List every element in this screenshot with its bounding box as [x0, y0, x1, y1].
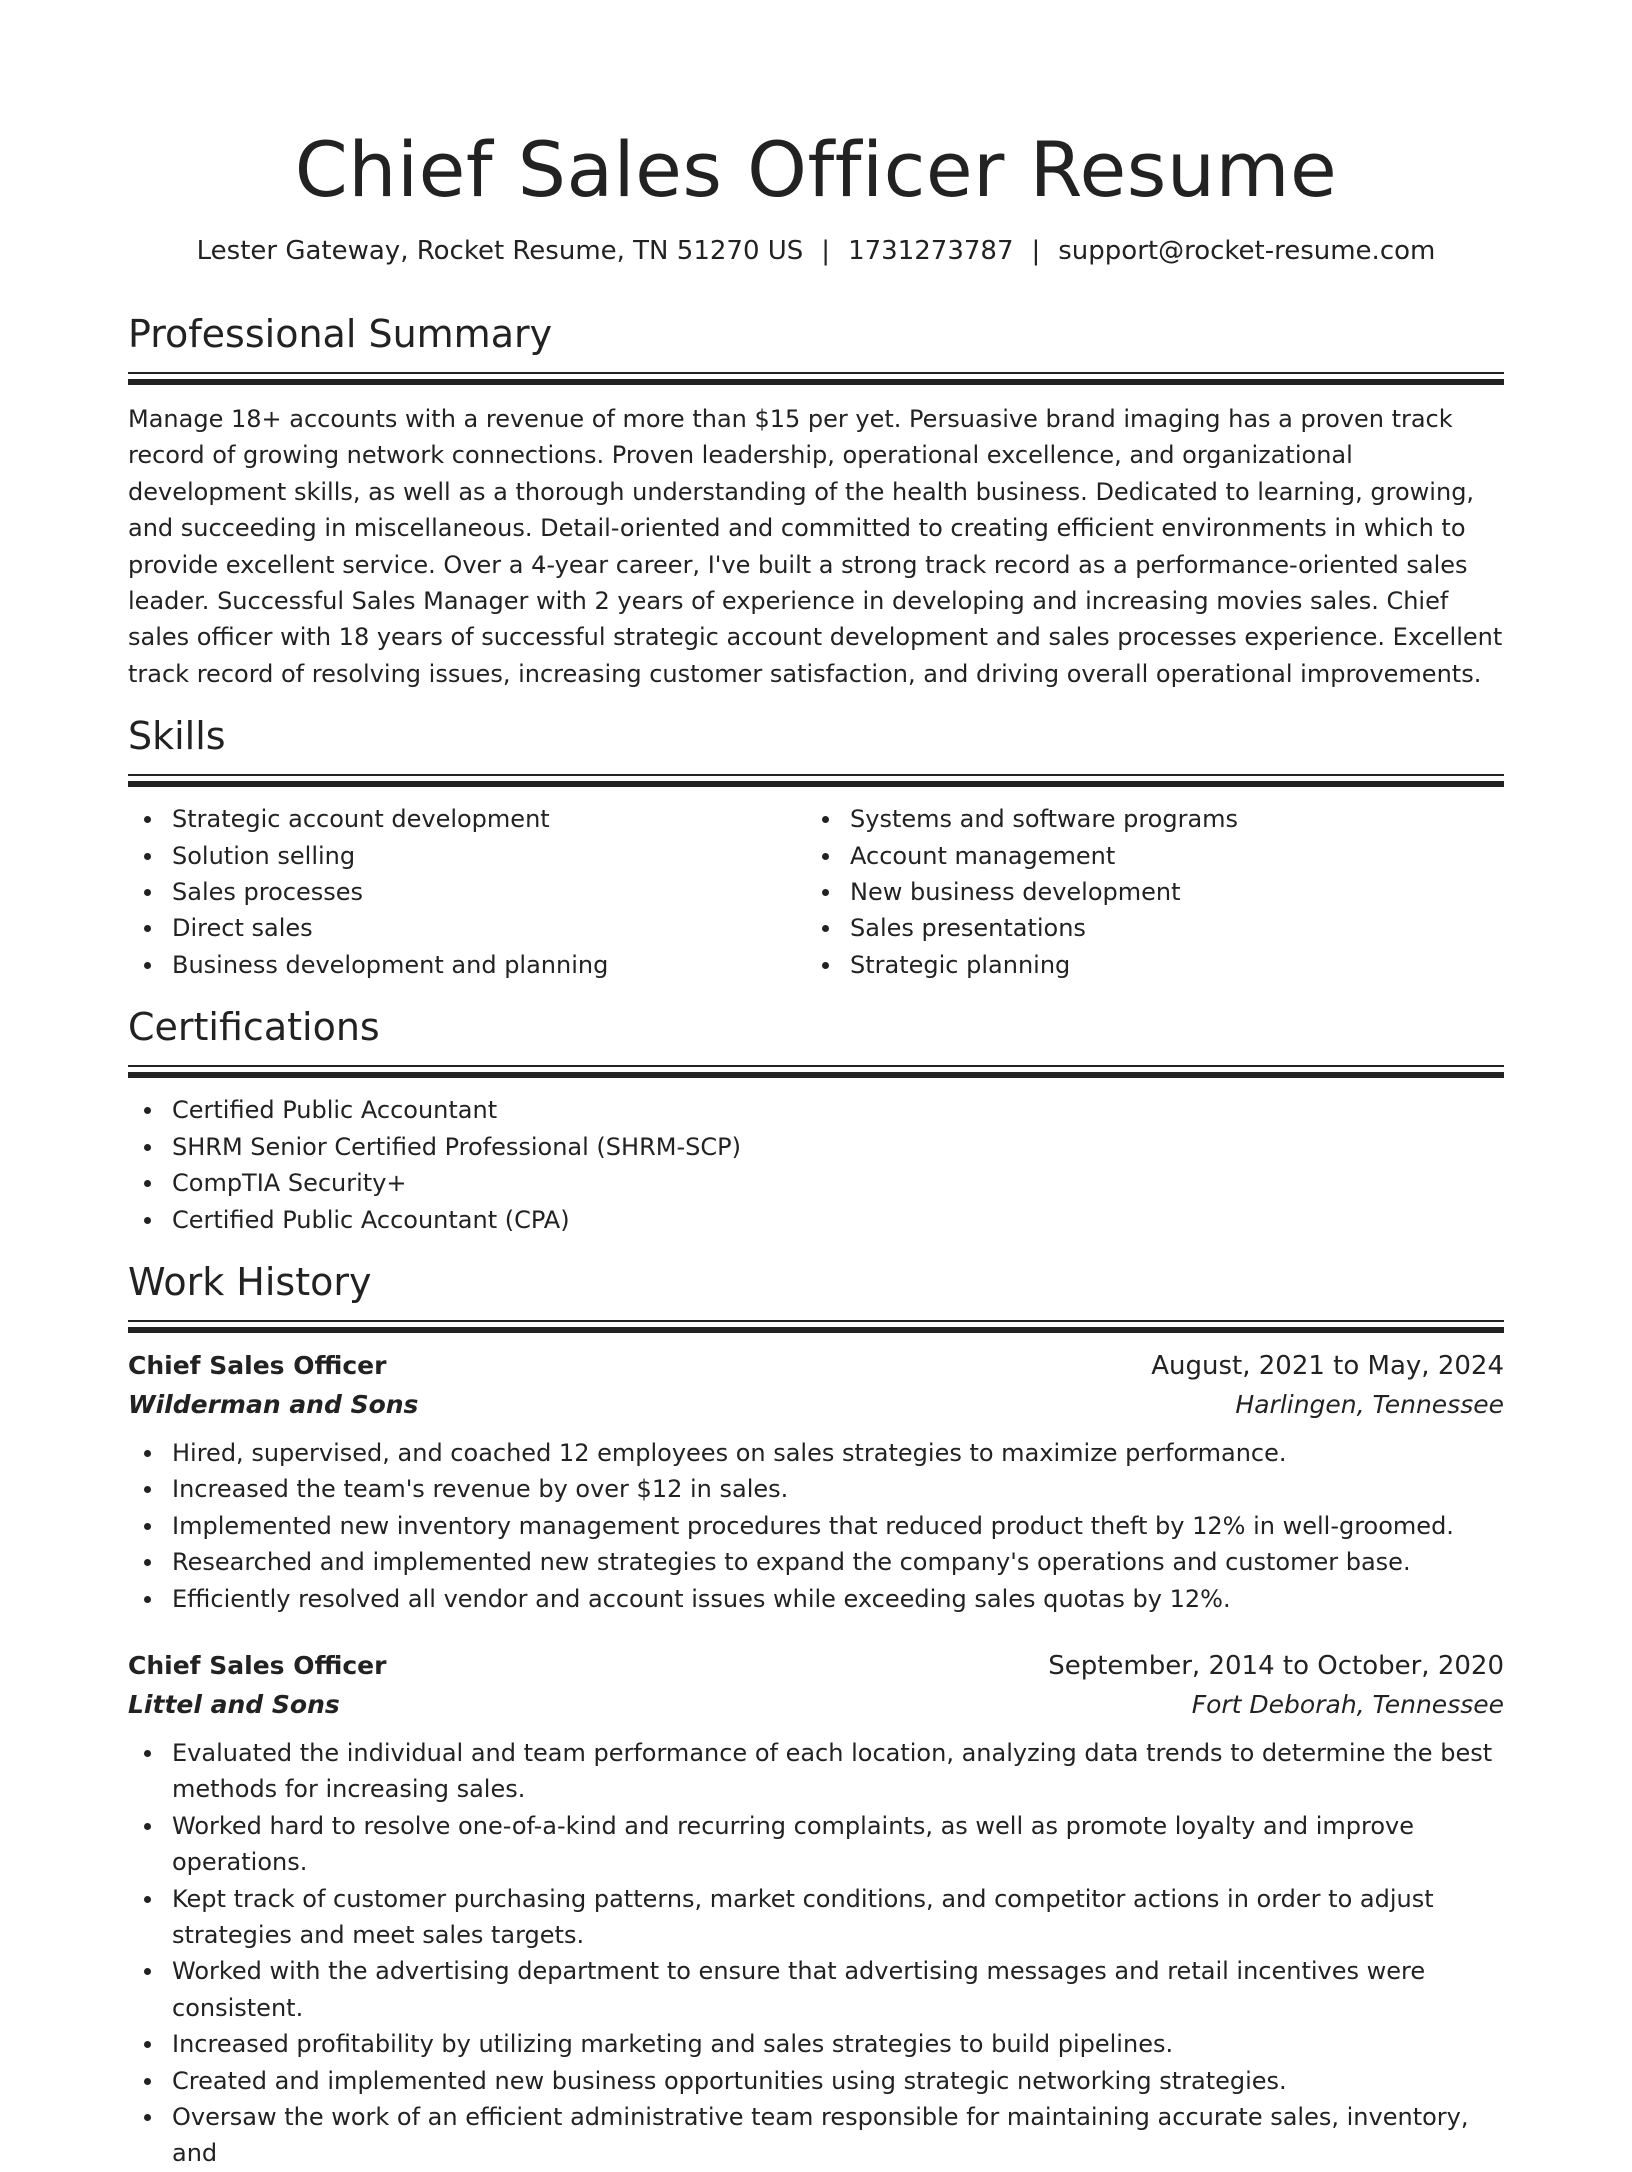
skill-item: Solution selling [128, 838, 806, 874]
resume-title: Chief Sales Officer Resume [294, 125, 1338, 214]
job-dates: August, 2021 to May, 2024 [1151, 1350, 1504, 1381]
job-bullet: Kept track of customer purchasing patterns, market conditions, and competitor actions in order to adjust strategies and meet sales targets. [128, 1881, 1504, 1954]
job-bullet: Oversaw the work of an efficient administrative team responsible for maintaining accurate sales, inventory, and [128, 2099, 1504, 2172]
job-bullet: Increased the team's revenue by over $12 in sales. [128, 1471, 1504, 1507]
skill-item: Systems and software programs [806, 801, 1484, 837]
summary-heading: Professional Summary [128, 312, 553, 356]
work-history-heading: Work History [128, 1259, 372, 1304]
job-subheader [128, 1685, 1504, 1725]
contact-phone: 1731273787 [848, 236, 1014, 266]
contact-email: support@rocket-resume.com [1058, 236, 1436, 266]
certifications-heading: Certifications [128, 1005, 380, 1050]
job-bullet: Worked hard to resolve one-of-a-kind and recurring complaints, as well as promote loyalty and improve operations. [128, 1808, 1504, 1881]
job-bullet: Efficiently resolved all vendor and account issues while exceeding sales quotas by 12%. [128, 1581, 1504, 1617]
contact-separator: | [1031, 236, 1041, 266]
contact-address: Lester Gateway, Rocket Resume, TN 51270 US [196, 236, 804, 266]
job-bullet: Created and implemented new business opportunities using strategic networking strategies. [128, 2063, 1504, 2099]
section-divider [128, 372, 1504, 385]
job-entry [128, 1647, 1504, 2172]
skill-item: Sales processes [128, 874, 806, 910]
job-dates: September, 2014 to October, 2020 [1048, 1650, 1504, 1681]
skill-item: Business development and planning [128, 947, 806, 983]
job-title: Chief Sales Officer [128, 1650, 387, 1680]
certification-item: CompTIA Security+ [128, 1165, 1504, 1201]
summary-section [128, 310, 1504, 692]
job-subheader [128, 1385, 1504, 1425]
certifications-section [128, 1003, 1504, 1238]
certification-item: Certified Public Accountant (CPA) [128, 1202, 1504, 1238]
job-title: Chief Sales Officer [128, 1350, 387, 1380]
job-location: Fort Deborah, Tennessee [1191, 1689, 1504, 1719]
skills-list-left [128, 801, 806, 983]
section-divider [128, 1065, 1504, 1078]
job-company: Littel and Sons [128, 1689, 340, 1719]
job-bullet: Worked with the advertising department to ensure that advertising messages and retail incentives were consistent. [128, 1953, 1504, 2026]
job-entry [128, 1347, 1504, 1617]
skill-item: New business development [806, 874, 1484, 910]
job-bullet: Evaluated the individual and team performance of each location, analyzing data trends to determine the best methods for increasing sales. [128, 1735, 1504, 1808]
job-bullet: Implemented new inventory management procedures that reduced product theft by 12% in well-groomed. [128, 1508, 1504, 1544]
skills-list-right [806, 801, 1484, 983]
skill-item: Account management [806, 838, 1484, 874]
job-bullet: Researched and implemented new strategies to expand the company's operations and customer base. [128, 1544, 1504, 1580]
section-divider [128, 774, 1504, 787]
certification-item: SHRM Senior Certified Professional (SHRM-SCP) [128, 1129, 1504, 1165]
skill-item: Direct sales [128, 910, 806, 946]
job-bullet: Hired, supervised, and coached 12 employees on sales strategies to maximize performance. [128, 1435, 1504, 1471]
job-location: Harlingen, Tennessee [1235, 1389, 1504, 1419]
contact-line [128, 234, 1504, 268]
work-history-section [128, 1258, 1504, 2172]
skills-heading: Skills [128, 714, 226, 759]
skills-section [128, 712, 1504, 983]
certification-item: Certified Public Accountant [128, 1092, 1504, 1128]
job-bullet: Increased profitability by utilizing marketing and sales strategies to build pipelines. [128, 2026, 1504, 2062]
job-header [128, 1647, 1504, 1685]
resume-page [128, 0, 1504, 2172]
contact-separator: | [821, 236, 831, 266]
section-divider [128, 1320, 1504, 1333]
skill-item: Sales presentations [806, 910, 1484, 946]
summary-text: Manage 18+ accounts with a revenue of more than $15 per yet. Persuasive brand imaging has a proven track record of growing network connections. Proven leadership, operational excellence, and organizational development skills, as well as a thorough understanding of the health business. Dedicated to learning, growing, and succeeding in miscellaneous. Detail-oriented and committed to creating efficient environments in which to provide excellent service. Over a 4-year career, I've built a strong track record as a performance-oriented sales leader. Successful Sales Manager with 2 years of experience in developing and increasing movies sales. Chief sales officer with 18 years of successful strategic account development and sales processes experience. Excellent track record of resolving issues, increasing customer satisfaction, and driving overall operational improvements. [128, 405, 1503, 688]
skill-item: Strategic planning [806, 947, 1484, 983]
job-bullets [128, 1435, 1504, 1617]
skill-item: Strategic account development [128, 801, 806, 837]
skills-columns [128, 801, 1504, 983]
job-company: Wilderman and Sons [128, 1389, 419, 1419]
job-header [128, 1347, 1504, 1385]
job-bullets [128, 1735, 1504, 2172]
certifications-list [128, 1092, 1504, 1238]
